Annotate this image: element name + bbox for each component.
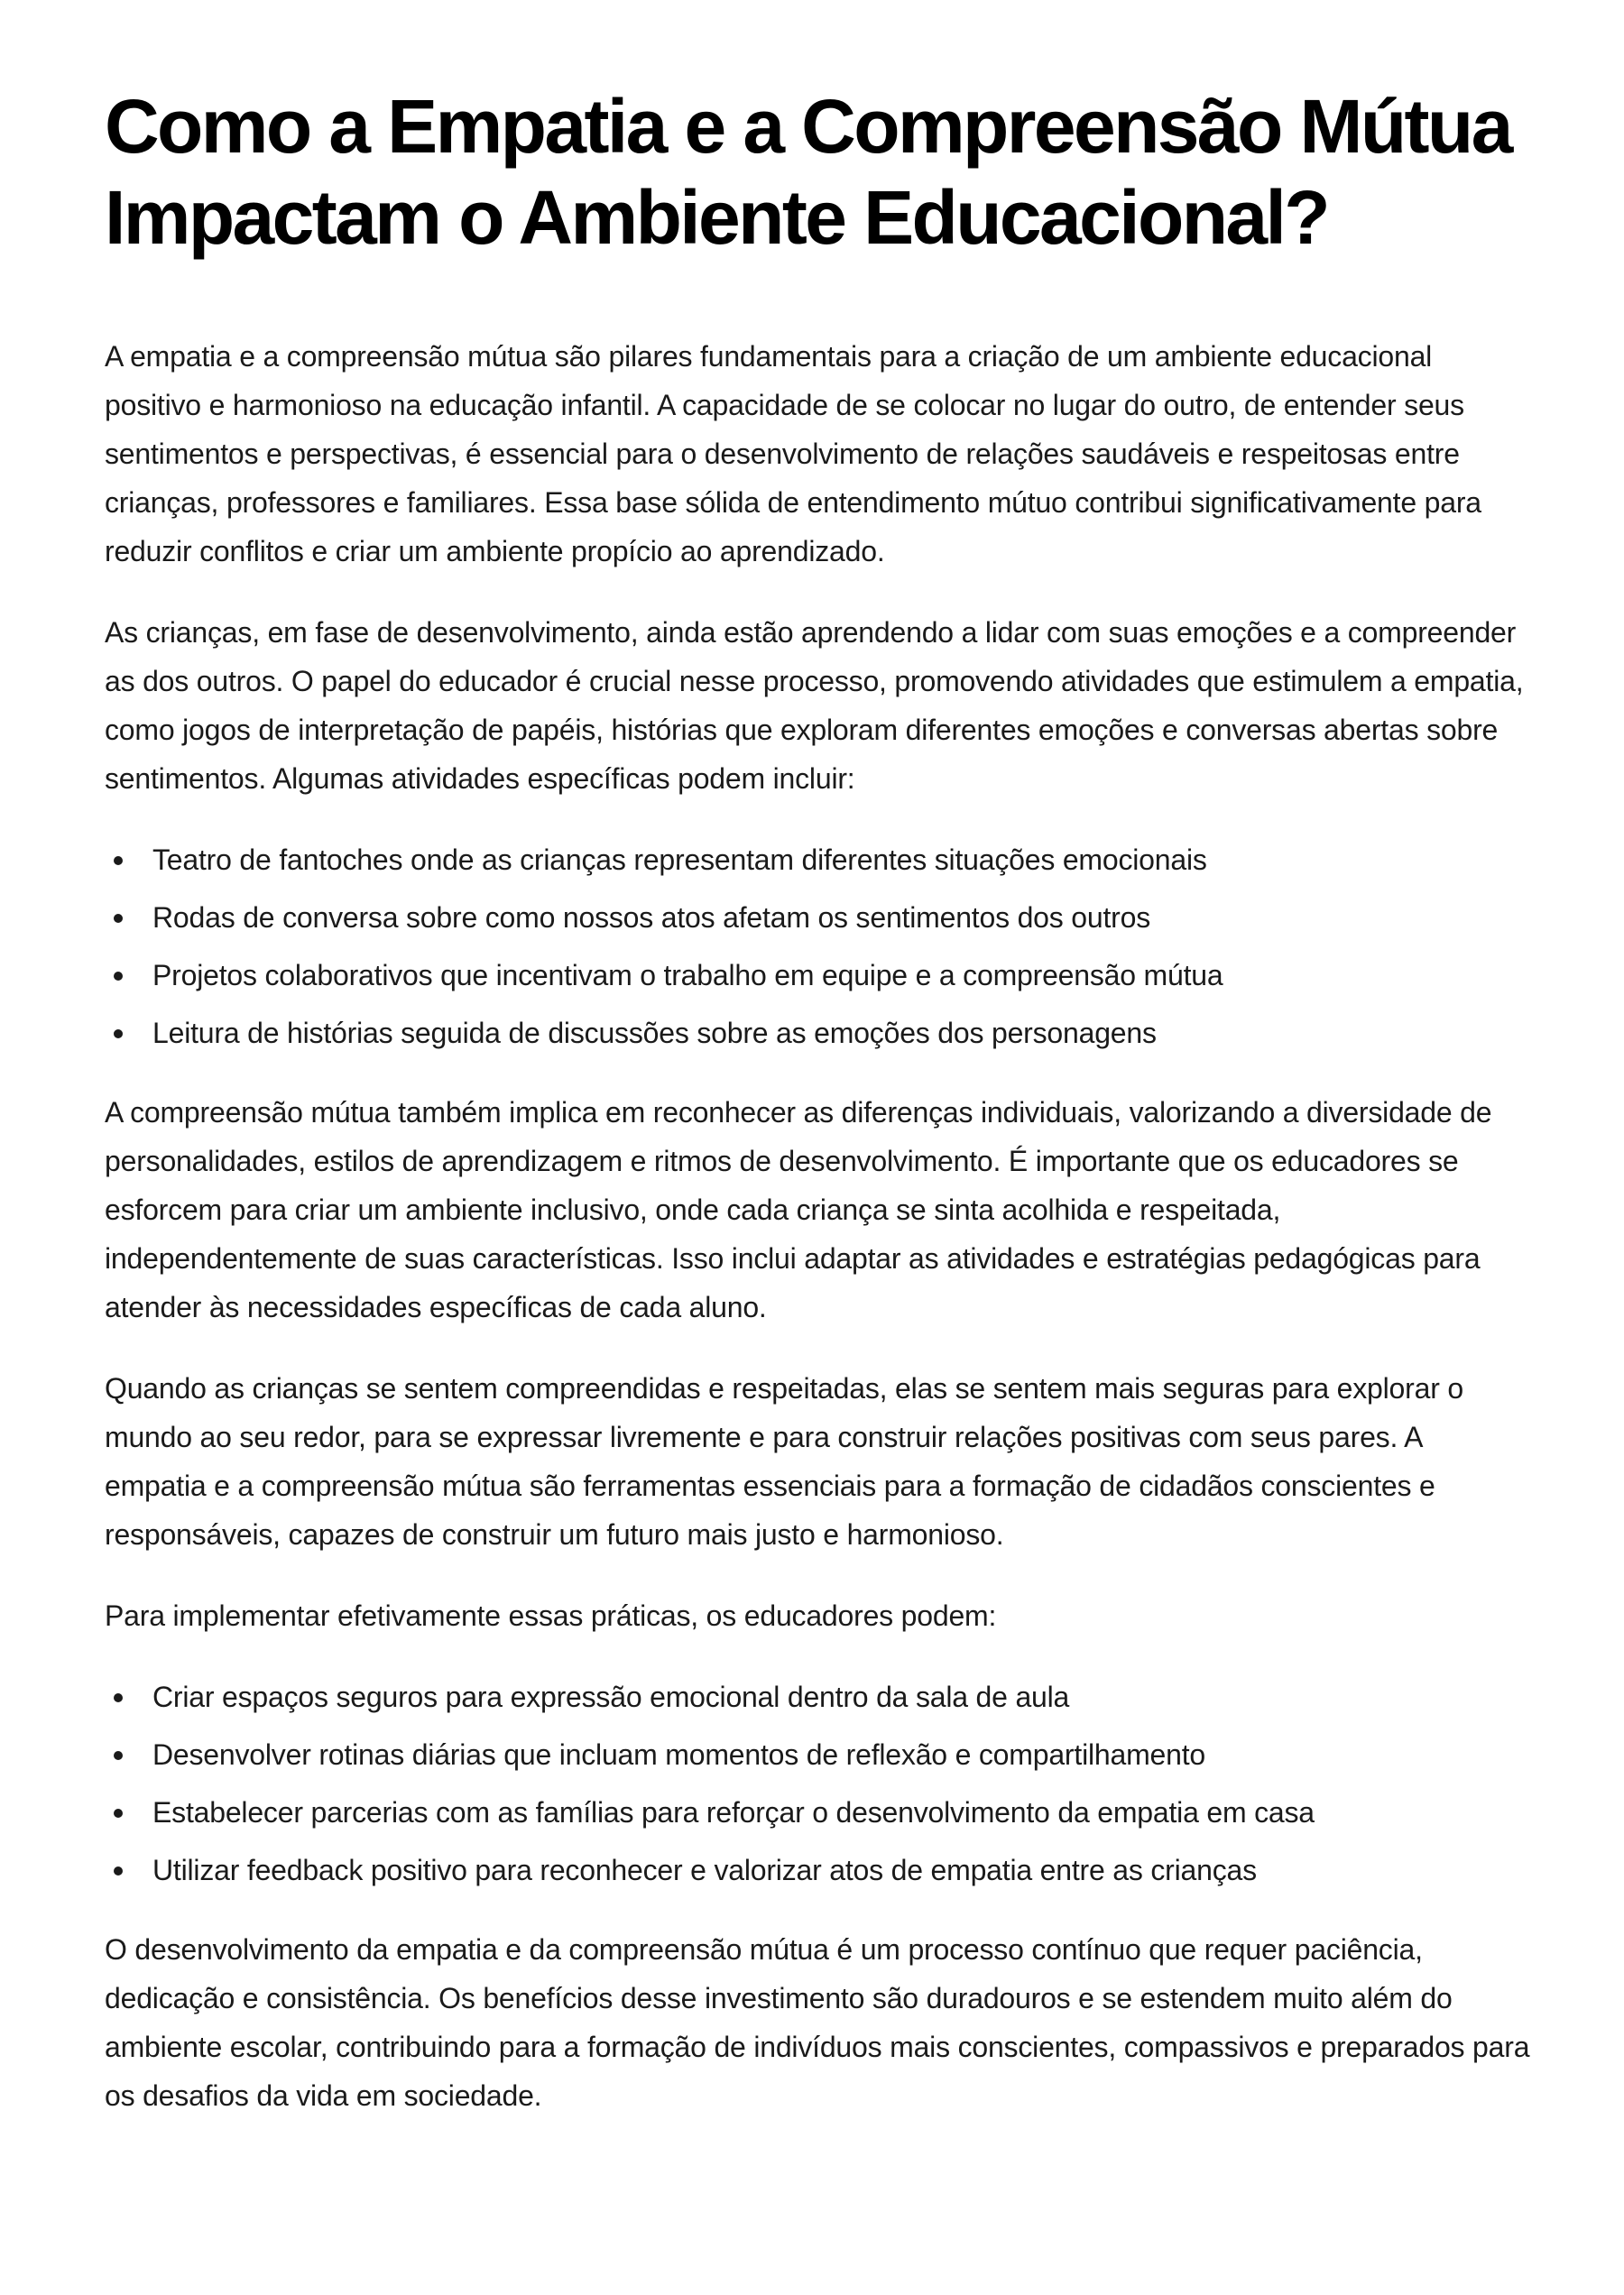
list-item (105, 1009, 1530, 1057)
paragraph-intro: A empatia e a compreensão mútua são pilares fundamentais para a criação de um ambiente educacional positivo e harmonioso na educação infantil. A capacidade de se colocar no lugar do outro, de entender seus sentimentos e perspectivas, é essencial para o desenvolvimento de relações saudáveis e respeitosas entre crianças, professores e familiares. Essa base sólida de entendimento mútuo contribui significativamente para reduzir conflitos e criar um ambiente propício ao aprendizado. (105, 340, 1481, 567)
paragraph-children-development: As crianças, em fase de desenvolvimento, ainda estão aprendendo a lidar com suas emoções e a compreender as dos outros. O papel do educador é crucial nesse processo, promovendo atividades que estimulem a empatia, como jogos de interpretação de papéis, histórias que exploram diferentes emoções e conversas abertas sobre sentimentos. Algumas atividades específicas podem incluir: (105, 616, 1524, 795)
list-item (105, 951, 1530, 1000)
list-item-text: Projetos colaborativos que incentivam o trabalho em equipe e a compreensão mútua (152, 959, 1223, 991)
list-item (105, 1788, 1530, 1837)
bullet-icon (114, 914, 123, 923)
page-title: Como a Empatia e a Compreensão Mútua Impactam o Ambiente Educacional? (105, 84, 1511, 260)
list-item (105, 893, 1530, 942)
paragraph-conclusion: O desenvolvimento da empatia e da compreensão mútua é um processo contínuo que requer paciência, dedicação e consistência. Os benefícios desse investimento são duradouros e se estendem muito além do ambiente escolar, contribuindo para a formação de indivíduos mais conscientes, compassivos e preparados para os desafios da vida em sociedade. (105, 1933, 1530, 2112)
bullet-icon (114, 1029, 123, 1038)
list-item (105, 1673, 1530, 1721)
bullet-icon (114, 1809, 123, 1818)
bullet-icon (114, 1751, 123, 1760)
list-item (105, 1730, 1530, 1779)
bullet-icon (114, 1693, 123, 1702)
bullet-icon (114, 856, 123, 865)
list-item (105, 1846, 1530, 1894)
list-item-text: Criar espaços seguros para expressão emocional dentro da sala de aula (152, 1681, 1070, 1713)
list-item-text: Leitura de histórias seguida de discussões sobre as emoções dos personagens (152, 1017, 1157, 1049)
paragraph-security: Quando as crianças se sentem compreendidas e respeitadas, elas se sentem mais seguras para explorar o mundo ao seu redor, para se expressar livremente e para construir relações positivas com seus pares. A empatia e a compreensão mútua são ferramentas essenciais para a formação de cidadãos conscientes e responsáveis, capazes de construir um futuro mais justo e harmonioso. (105, 1372, 1463, 1551)
practices-list (105, 1673, 1530, 1894)
list-item-text: Desenvolver rotinas diárias que incluam momentos de reflexão e compartilhamento (152, 1738, 1206, 1771)
list-item-text: Rodas de conversa sobre como nossos atos afetam os sentimentos dos outros (152, 901, 1150, 934)
list-item (105, 835, 1530, 884)
paragraph-diversity: A compreensão mútua também implica em reconhecer as diferenças individuais, valorizando a diversidade de personalidades, estilos de aprendizagem e ritmos de desenvolvimento. É importante que os educadores se esforcem para criar um ambiente inclusivo, onde cada criança se sinta acolhida e respeitada, independentemente de suas características. Isso inclui adaptar as atividades e estratégias pedagógicas para atender às necessidades específicas de cada aluno. (105, 1096, 1492, 1323)
document-page (105, 81, 1530, 2152)
list-item-text: Utilizar feedback positivo para reconhecer e valorizar atos de empatia entre as crianças (152, 1854, 1257, 1886)
paragraph-implementation-intro: Para implementar efetivamente essas práticas, os educadores podem: (105, 1599, 997, 1632)
bullet-icon (114, 1866, 123, 1876)
bullet-icon (114, 972, 123, 981)
activities-list (105, 835, 1530, 1057)
list-item-text: Teatro de fantoches onde as crianças representam diferentes situações emocionais (152, 843, 1207, 876)
list-item-text: Estabelecer parcerias com as famílias para reforçar o desenvolvimento da empatia em casa (152, 1796, 1315, 1829)
